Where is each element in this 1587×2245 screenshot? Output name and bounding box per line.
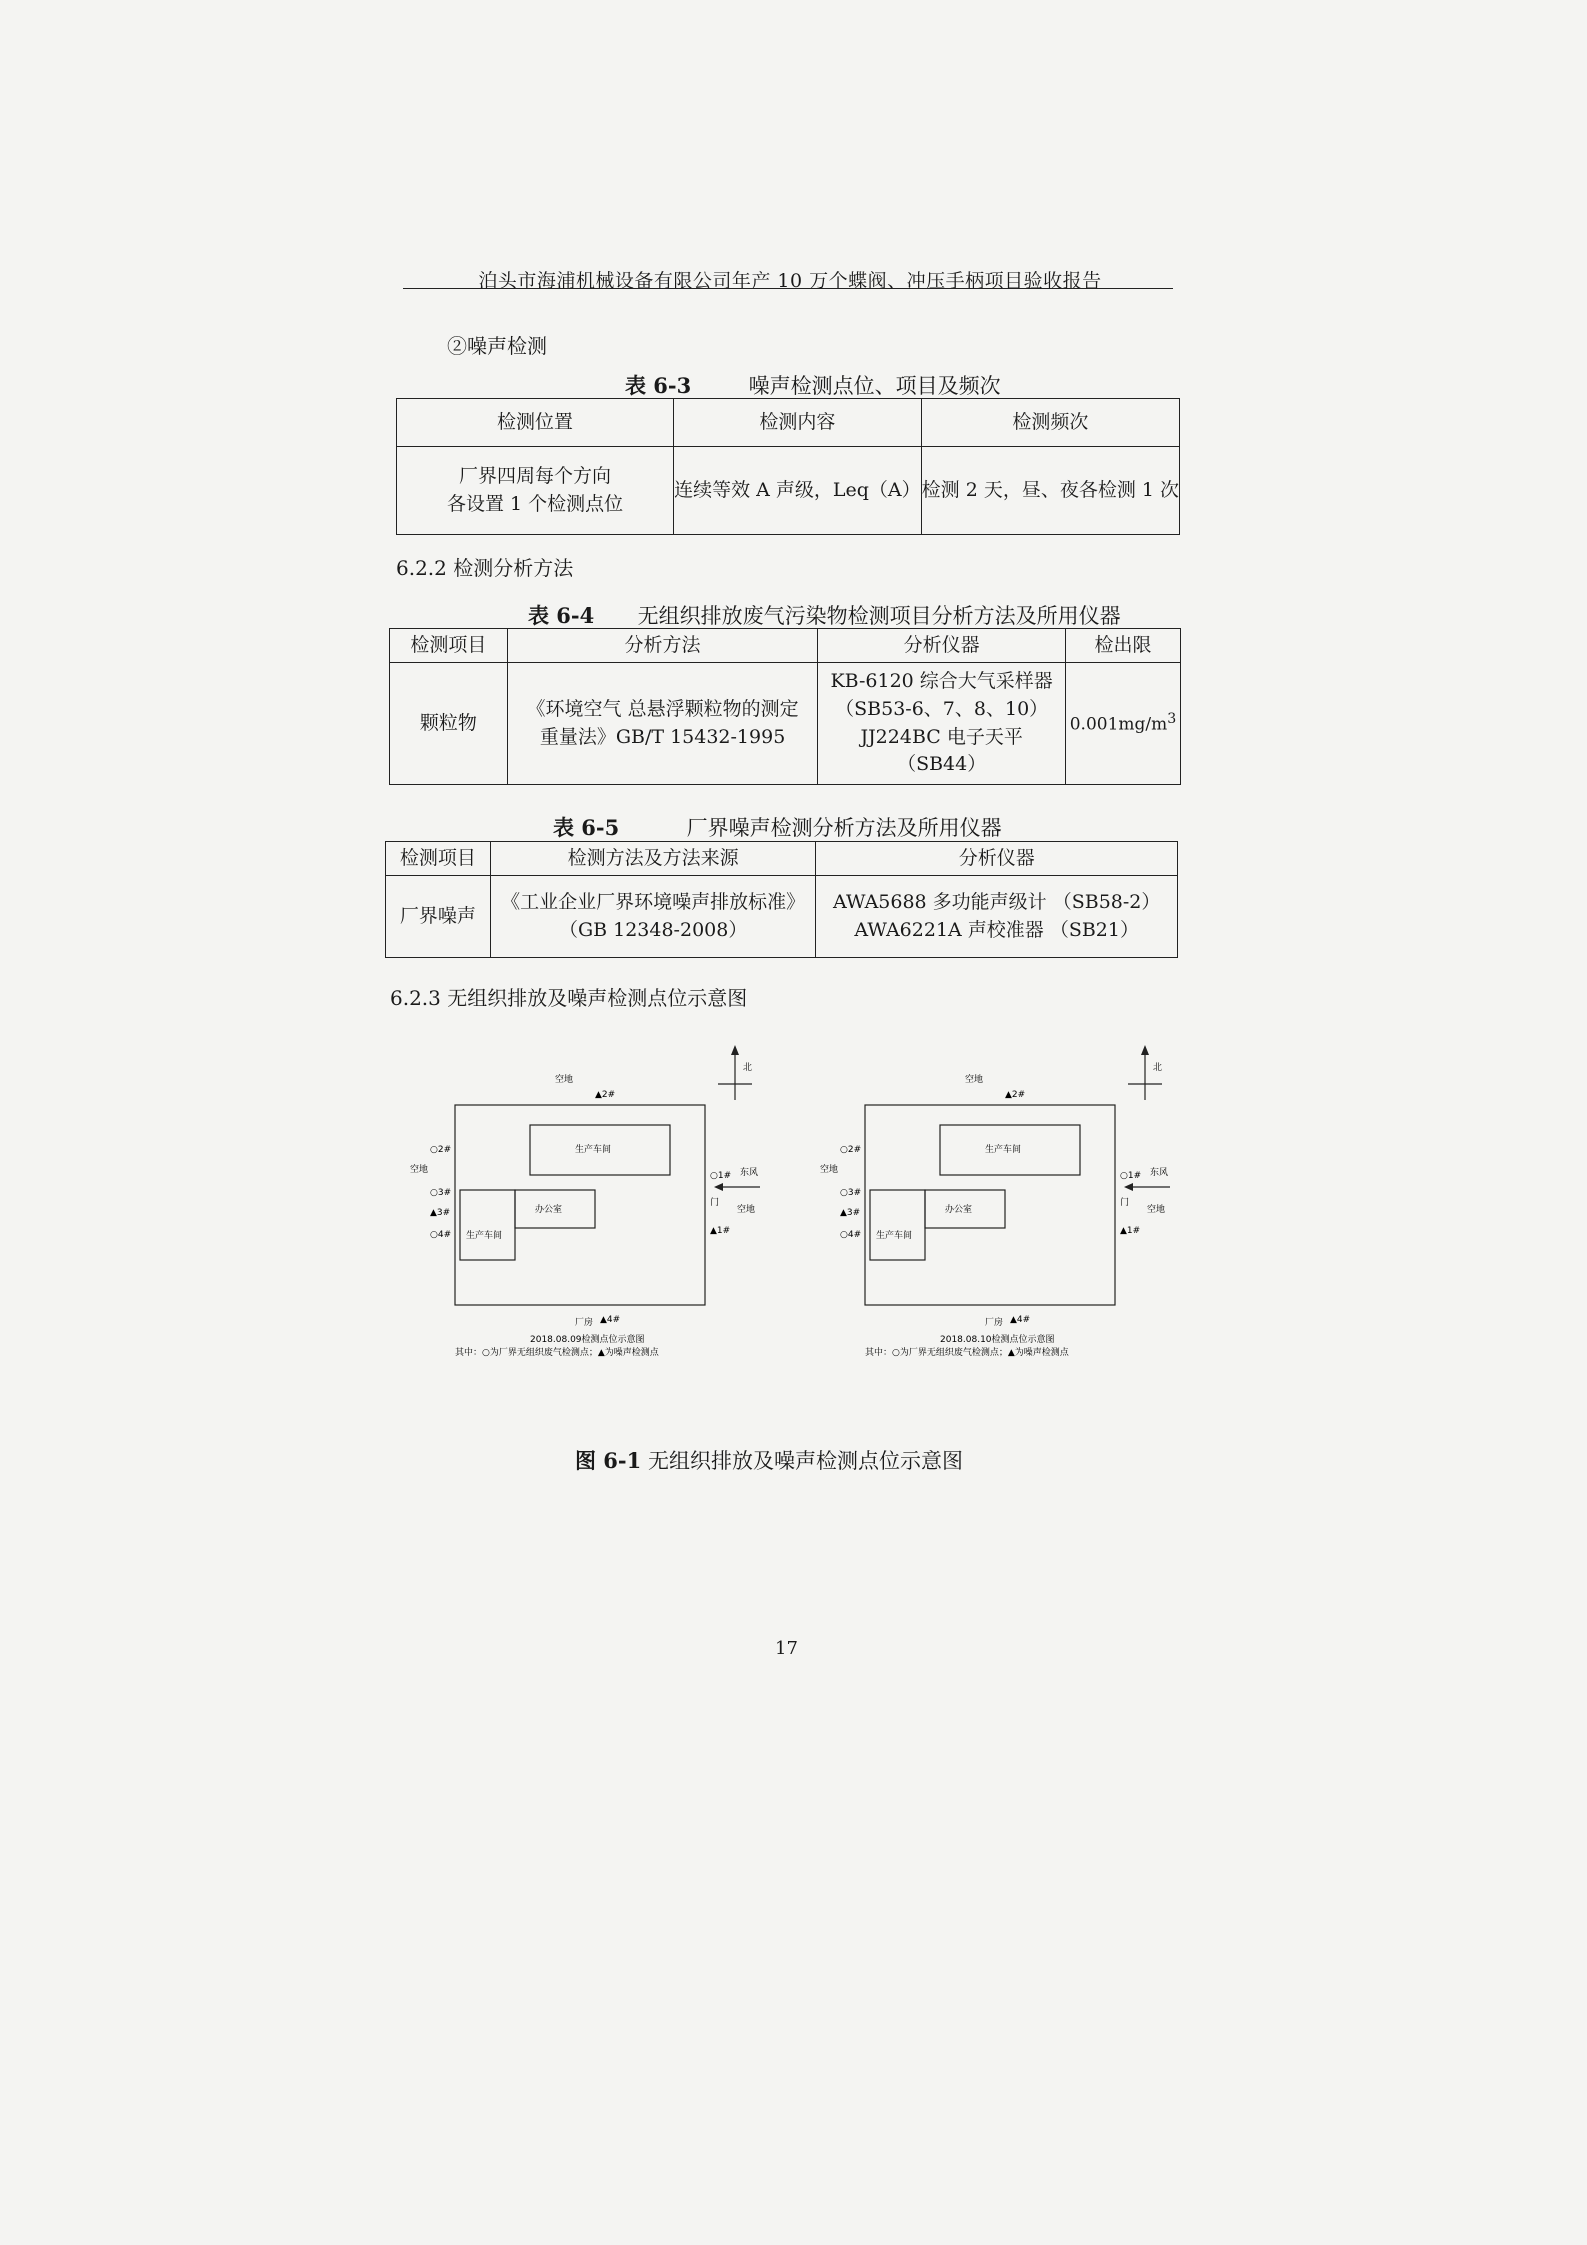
table-6-3-caption (625, 370, 1001, 400)
table-6-4-method-line2: 重量法》GB/T 15432-1995 (539, 725, 786, 748)
noise-point-4: ▲4# (1010, 1315, 1031, 1325)
table-6-5-cell-item: 厂界噪声 (386, 876, 491, 958)
table-6-4-instrument-line3: JJ224BC 电子天平（SB44） (860, 725, 1023, 776)
factory-boundary (865, 1105, 1115, 1305)
open-land-right-label: 空地 (1147, 1205, 1166, 1215)
table-6-4-instrument-line2: （SB53-6、7、8、10） (835, 697, 1049, 720)
table-6-3 (396, 398, 1180, 535)
table-6-5-header-method: 检测方法及方法来源 (490, 842, 816, 876)
wind-label: 东风 (1150, 1168, 1169, 1178)
section-6-2-2-heading: 6.2.2 检测分析方法 (396, 556, 574, 580)
workshop-left-label: 生产车间 (876, 1231, 913, 1241)
table-6-4-header-limit: 检出限 (1066, 629, 1181, 663)
table-6-3-position-line1: 厂界四周每个方向 (459, 464, 612, 487)
section-noise-heading: ②噪声检测 (447, 334, 547, 358)
header-rule (403, 288, 1173, 289)
noise-point-4: ▲4# (600, 1315, 621, 1325)
table-6-3-position-line2: 各设置 1 个检测点位 (446, 492, 624, 515)
workshop-top-label: 生产车间 (985, 1145, 1022, 1155)
diagram-legend: 其中：○为厂界无组织废气检测点；▲为噪声检测点 (455, 1348, 659, 1358)
figure-6-1-caption-text: 无组织排放及噪声检测点位示意图 (647, 1449, 963, 1473)
table-6-4-cell-method (507, 663, 818, 785)
north-arrow-head (1141, 1045, 1149, 1055)
gas-point-1: ○1# (710, 1171, 732, 1181)
gas-point-2: ○2# (430, 1145, 452, 1155)
table-6-5-caption-number: 表 6-5 (553, 815, 620, 840)
page-number: 17 (775, 1638, 798, 1659)
table-6-5-cell-method (490, 876, 816, 958)
table-6-3-cell-position (397, 447, 674, 535)
gas-point-1: ○1# (1120, 1171, 1142, 1181)
open-land-right-label: 空地 (737, 1205, 756, 1215)
wind-label: 东风 (740, 1168, 759, 1178)
office-label: 办公室 (535, 1205, 563, 1215)
section-6-2-3-heading: 6.2.3 无组织排放及噪声检测点位示意图 (390, 986, 748, 1010)
noise-point-3: ▲3# (840, 1208, 861, 1218)
table-6-4-cell-instrument (818, 663, 1066, 785)
gate-label: 门 (710, 1198, 720, 1208)
factory-bottom-label: 厂房 (985, 1318, 1004, 1328)
noise-point-2: ▲2# (1005, 1090, 1026, 1100)
figure-6-1-caption-number: 图 6-1 (575, 1448, 642, 1473)
gas-point-3: ○3# (430, 1188, 452, 1198)
open-land-left-label: 空地 (410, 1165, 429, 1175)
north-label: 北 (1153, 1063, 1163, 1073)
gas-point-3: ○3# (840, 1188, 862, 1198)
table-6-5-instrument-line2: AWA6221A 声校准器 （SB21） (854, 918, 1139, 941)
noise-point-1: ▲1# (710, 1226, 731, 1236)
gas-point-4: ○4# (430, 1230, 452, 1240)
noise-point-3: ▲3# (430, 1208, 451, 1218)
wind-arrow-head (1124, 1183, 1133, 1191)
table-6-4-limit-exponent: 3 (1167, 711, 1177, 728)
workshop-left-box (870, 1190, 925, 1260)
table-6-4-caption-number: 表 6-4 (528, 603, 595, 628)
workshop-left-box (460, 1190, 515, 1260)
diagram-legend: 其中：○为厂界无组织废气检测点；▲为噪声检测点 (865, 1348, 1069, 1358)
table-6-5-header-instrument: 分析仪器 (816, 842, 1178, 876)
workshop-top-label: 生产车间 (575, 1145, 612, 1155)
table-6-4-cell-limit (1066, 663, 1181, 785)
north-label: 北 (743, 1063, 753, 1073)
gate-label: 门 (1120, 1198, 1130, 1208)
table-6-5-caption (553, 812, 1002, 842)
table-6-4-header-item: 检测项目 (390, 629, 508, 663)
table-6-5 (385, 841, 1178, 958)
figure-6-1-caption (575, 1445, 963, 1475)
diagram-caption: 2018.08.10检测点位示意图 (940, 1335, 1055, 1345)
table-6-4-header-instrument: 分析仪器 (818, 629, 1066, 663)
page-header-title: 泊头市海浦机械设备有限公司年产 10 万个蝶阀、冲压手柄项目验收报告 (478, 270, 1102, 292)
noise-point-1: ▲1# (1120, 1226, 1141, 1236)
open-land-top-label: 空地 (965, 1075, 984, 1085)
table-6-3-caption-text: 噪声检测点位、项目及频次 (748, 374, 1001, 398)
gas-point-2: ○2# (840, 1145, 862, 1155)
factory-bottom-label: 厂房 (575, 1318, 594, 1328)
table-6-3-header-position: 检测位置 (397, 399, 674, 447)
site-diagram-0810 (810, 1040, 1190, 1375)
table-6-3-header-frequency: 检测频次 (921, 399, 1179, 447)
table-6-4-caption-text: 无组织排放废气污染物检测项目分析方法及所用仪器 (637, 604, 1121, 628)
office-label: 办公室 (945, 1205, 973, 1215)
north-arrow-head (731, 1045, 739, 1055)
gas-point-4: ○4# (840, 1230, 862, 1240)
table-6-4-cell-item: 颗粒物 (390, 663, 508, 785)
noise-point-2: ▲2# (595, 1090, 616, 1100)
site-diagram-0809 (400, 1040, 780, 1375)
table-6-5-instrument-line1: AWA5688 多功能声级计 （SB58-2） (833, 890, 1161, 913)
open-land-left-label: 空地 (820, 1165, 839, 1175)
table-6-5-header-item: 检测项目 (386, 842, 491, 876)
table-6-5-cell-instrument (816, 876, 1178, 958)
table-6-5-caption-text: 厂界噪声检测分析方法及所用仪器 (686, 816, 1002, 840)
table-6-3-caption-number: 表 6-3 (625, 373, 692, 398)
table-6-4-header-method: 分析方法 (507, 629, 818, 663)
table-6-3-header-content: 检测内容 (674, 399, 922, 447)
table-6-4-instrument-line1: KB-6120 综合大气采样器 (830, 670, 1053, 693)
open-land-top-label: 空地 (555, 1075, 574, 1085)
table-6-4-caption (528, 600, 1121, 630)
workshop-left-label: 生产车间 (466, 1231, 503, 1241)
table-6-4-limit-value: 0.001mg/m (1069, 715, 1168, 735)
table-6-4 (389, 628, 1181, 785)
wind-arrow-head (714, 1183, 723, 1191)
table-6-5-method-line1: 《工业企业厂界环境噪声排放标准》 (501, 890, 806, 913)
diagram-caption: 2018.08.09检测点位示意图 (530, 1335, 645, 1345)
table-6-5-method-line2: （GB 12348-2008） (558, 918, 748, 941)
table-6-3-cell-frequency: 检测 2 天，昼、夜各检测 1 次 (921, 447, 1179, 535)
factory-boundary (455, 1105, 705, 1305)
table-6-3-cell-content: 连续等效 A 声级，Leq（A） (674, 447, 922, 535)
table-6-4-method-line1: 《环境空气 总悬浮颗粒物的测定 (526, 697, 799, 720)
